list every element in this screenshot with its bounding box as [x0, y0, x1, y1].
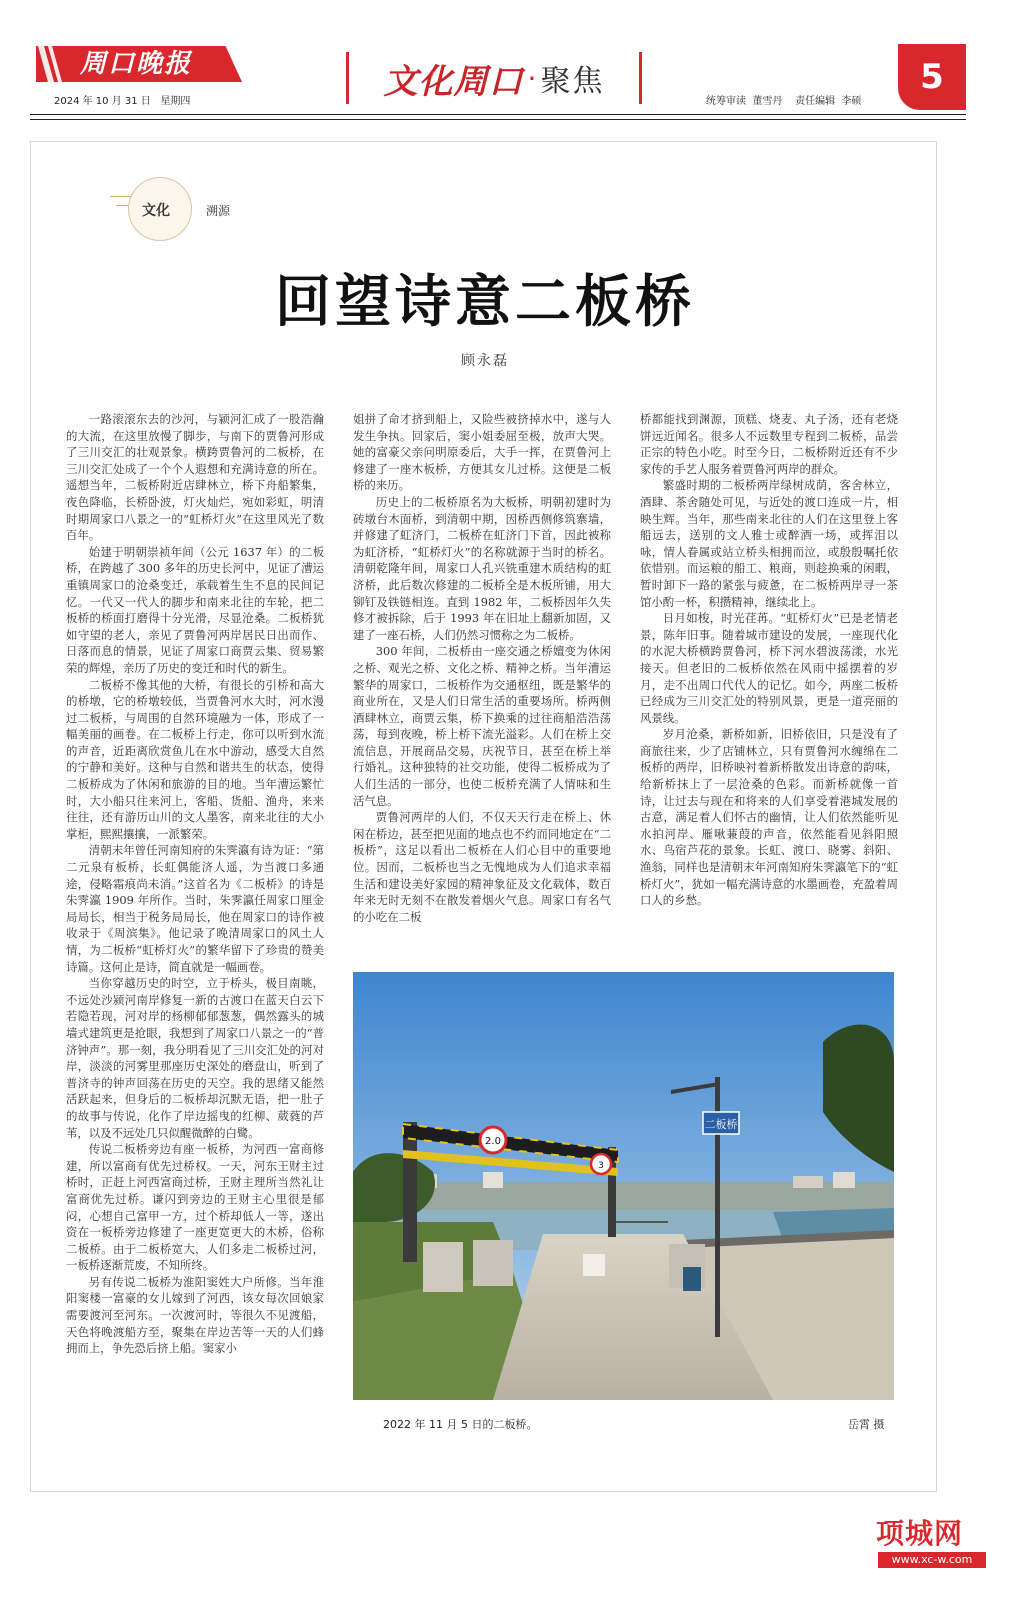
- paragraph: 当你穿越历史的时空，立于桥头，极目南眺，不远处沙颍河南岸修复一新的古渡口在蓝天白云下若隐若现，河对岸的杨柳郁郁葱葱，偶然露头的城墙式建筑更是抢眼，我想到了周家口八景之一的“普济钟声”。那一刻，我分明看见了三川交汇处的河对岸，淡淡的河雾里那座历史深处的磨盘山，听到了普济寺的钟声回荡在历史的天空。我的思绪又能然活跃起来，但身后的二板桥却沉默无语，把一肚子的故事与传说，化作了岸边摇曳的红柳、葳蕤的芦苇，以及不远处几只似醒微醉的白鹭。: [66, 976, 324, 1140]
- paragraph: 贾鲁河两岸的人们，不仅天天行走在桥上、休闲在桥边，甚至把见面的地点也不约而同地定在“二板桥”，这足以看出二板桥在人们心目中的重要地位。因而，二板桥也当之无愧地成为人们追求幸福生活和建设美好家园的精神象征及文化载体，数百年来无时无刻不在散发着烟火气息。周家口有名气的小吃在二板: [353, 810, 611, 924]
- header-rule-top: [30, 114, 966, 115]
- paragraph: 另有传说二板桥为淮阳窦姓大户所修。当年淮阳窦楼一富豪的女儿嫁到了河西，该女每次回娘家需要渡河至河东。一次渡河时，等很久不见渡船，天色将晚渡船方至，聚集在岸边苦等一天的人们蜂拥而上，争先恐后挤上船。窦家小: [66, 1274, 324, 1356]
- section-name: 聚焦: [540, 64, 605, 99]
- article-author: 顾永磊: [461, 353, 509, 369]
- column-badge-sublabel: 溯源: [206, 204, 231, 218]
- paragraph: 二板桥不像其他的大桥，有很长的引桥和高大的桥墩，它的桥墩较低，当贾鲁河水大时，河水漫过二板桥，与周围的自然环境融为一体，形成了一幅美丽的画卷。在二板桥上行走，你可以听到水流的声音，近距离欣赏鱼儿在水中游动，感受大自然的宁静和美好。这种与自然和谐共生的状态，使得二板桥成为了休闲和旅游的目的地。当年漕运繁忙时，大小船只往来河上，客船、货船、渔舟，来来往往，还有游历山川的文人墨客，南来北往的大小掌柜，熙熙攘攘，一派繁荣。: [66, 677, 324, 841]
- article-column-3: [640, 411, 898, 961]
- page-number: 5: [898, 44, 966, 110]
- paragraph: 300 年间，二板桥由一座交通之桥嬗变为休闲之桥、观光之桥、文化之桥、精神之桥。当年漕运繁华的周家口，二板桥作为交通枢纽，既是繁华的商业所在，又是人们日常生活的重要场所。桥两侧酒肆林立，商贾云集，桥下换乘的过往商船浩浩荡荡，每到夜晚，桥上桥下流光溢彩。人们在桥上交流信息，开展商品交易，庆祝节日，甚至在桥上举行婚礼。这种独特的社交功能，使得二板桥成为了人们生活的一部分，也使二板桥充满了人情味和生活气息。: [353, 644, 611, 808]
- watermark-site: 项城网: [876, 1517, 964, 1550]
- weight-limit-value: 3: [598, 1161, 604, 1171]
- paragraph: 桥都能找到渊源，顶糕、烧麦、丸子汤，还有老烧饼远近闻名。很多人不远数里专程到二板桥，品尝正宗的特色小吃。时至今日，二板桥附近还有不少家传的手艺人服务着贾鲁河两岸的群众。: [640, 412, 898, 476]
- article-column-1: [66, 411, 324, 1437]
- header-rule-bottom: [30, 119, 966, 120]
- article-column-2: [353, 411, 611, 961]
- photo-credit: 岳霄 摄: [848, 1418, 885, 1431]
- issue-date: 2024 年 10 月 31 日 星期四: [54, 96, 191, 107]
- section-dot: ·: [527, 61, 537, 95]
- paragraph: 清朝末年曾任河南知府的朱霁瀛有诗为证：“第二元泉有板桥，长虹偶能济人遥，为当渡口多通途，侵略霜痕尚未消。”这首名为《二板桥》的诗是朱霁瀛 1909 年所作。当时，朱霁瀛任周家口厘金局局长，相当于税务局局长，他在周家口的诗作被收录于《周滨集》。他记录了晚清周家口的风土人情，为二板桥“虹桥灯火”的繁华留下了珍贵的赞美诗篇。这何止是诗，简直就是一幅画卷。: [66, 843, 324, 974]
- paragraph: 岁月沧桑，新桥如新，旧桥依旧，只是没有了商旅往来，少了店铺林立，只有贾鲁河水缠绵在二板桥的两岸，旧桥映衬着新桥散发出诗意的韵味，给新桥抹上了一层沧桑的色彩。而新桥就像一首诗，让过去与现在和将来的人们享受着港城发展的古意，满足着人们怀古的幽情，让人们依然能听见水拍河岸、雁啾蒹葭的声音，依然能看见斜阳照水、鸟宿芦花的景象。长虹、渡口、晓雾、斜阳、渔翁，同样也是清朝末年河南知府朱霁瀛笔下的“虹桥灯火”，犹如一幅充满诗意的水墨画卷，充盈着周口人的乡愁。: [640, 727, 898, 908]
- bridge-photo: [353, 972, 894, 1400]
- editor-credits: 统筹审读 董雪丹 责任编辑 李硕: [706, 96, 862, 107]
- watermark-url: www.xc-w.com: [878, 1552, 986, 1568]
- paragraph: 繁盛时期的二板桥两岸绿树成荫，客舍林立，酒肆、茶舍随处可见，与近处的渡口连成一片，相映生辉。当年，那些南来北往的人们在这里登上客船远去，送别的文人雅士或醉酒一场，或挥泪以咏，情人眷属或站立桥头相拥而泣，或殷殷嘱托依依惜别。而运粮的船工、粮商，则趁换乘的闲暇，暂时卸下一路的紧张与疲惫，在二板桥两岸寻一茶馆小酌一杯，积攒精神，继续北上。: [640, 478, 898, 609]
- masthead-logo: 周口晚报: [79, 49, 192, 79]
- height-limit-value: 2.0: [485, 1136, 501, 1147]
- photo-caption: 2022 年 11 月 5 日的二板桥。: [383, 1418, 538, 1431]
- street-sign-text: 二板桥: [704, 1118, 738, 1131]
- article-title: 回望诗意二板桥: [275, 270, 695, 335]
- section-calligraphy: 文化周口: [383, 61, 524, 102]
- paragraph: 始建于明朝崇祯年间（公元 1637 年）的二板桥，在跨越了 300 多年的历史长河中，见证了漕运重镇周家口的沧桑变迁，承载着生生不息的民间记忆。一代又一代人的脚步和南来北往的车轮，把二板桥的桥面打磨得十分光滑，尽显沧桑。二板桥犹如守望的老人，亲见了贾鲁河两岸居民日出而作、日落而息的情景，见证了周家口商贾云集、贸易繁荣的辉煌，亲历了历史的变迁和时代的新生。: [66, 544, 324, 675]
- paragraph: 历史上的二板桥原名为大板桥，明朝初建时为砖墩台木面桥，到清朝中期，因桥西侧修筑寨墙，并修建了虹济门，二板桥在虹济门下首，因此被称为虹济桥，“虹桥灯火”的名称就源于当时的桥名。清朝乾隆年间，周家口人孔兴铣重建木质结构的虹济桥，此后数次修建的二板桥全是木板所铺，用大铆钉及铁链相连。直到 1982 年，二板桥因年久失修才被拆除，后于 1993 年在旧址上翻新加固，又建了一座石桥，人们仍然习惯称之为二板桥。: [353, 494, 611, 642]
- section-title: [346, 52, 642, 104]
- paragraph: 日月如梭，时光荏苒。“虹桥灯火”已是老情老景，陈年旧事。随着城市建设的发展，一座现代化的水泥大桥横跨贾鲁河，桥下河水碧波荡漾，水光接天。但老旧的二板桥依然在风雨中摇摆着的岁月，走不出周口代代人的记忆。如今，两座二板桥已经成为三川交汇处的特别风景，更是一道亮丽的风景线。: [640, 611, 898, 725]
- paragraph: 姐拼了命才挤到船上，又险些被挤掉水中，遂与人发生争执。回家后，窦小姐委屈至极，放声大哭。她的富豪父亲问明原委后，大手一挥，在贾鲁河上修建了一座木板桥，方便其女儿过桥。这便是二板桥的来历。: [353, 412, 611, 493]
- column-badge-label: 文化: [142, 203, 170, 219]
- paragraph: 一路滚滚东去的沙河，与颍河汇成了一股浩瀚的大流，在这里放慢了脚步，与南下的贾鲁河形成了三川交汇的壮观景象。横跨贾鲁河的二板桥，在三川交汇处成了一个个人遐想和充满诗意的所在。遥想当年，二板桥附近店肆林立，桥下舟船繁集，夜色降临，长桥卧波，灯火灿烂，宛如彩虹，明清时期周家口八景之一的“虹桥灯火”在这里风光了数百年。: [66, 412, 324, 543]
- paragraph: 传说二板桥旁边有座一板桥，为河西一富商修建，所以富商有优先过桥权。一天，河东王财主过桥时，正赶上河西富商过桥，王财主理所当然礼让富商优先过桥。谦闪到旁边的王财主心里很是郁闷，心想自己富甲一方，过个桥却低人一等，遂出资在一板桥旁边修建了一座更宽更大的木桥，俗称二板桥。由于二板桥宽大，人们多走二板桥过河，一板桥逐渐荒废，不知所终。: [66, 1142, 324, 1273]
